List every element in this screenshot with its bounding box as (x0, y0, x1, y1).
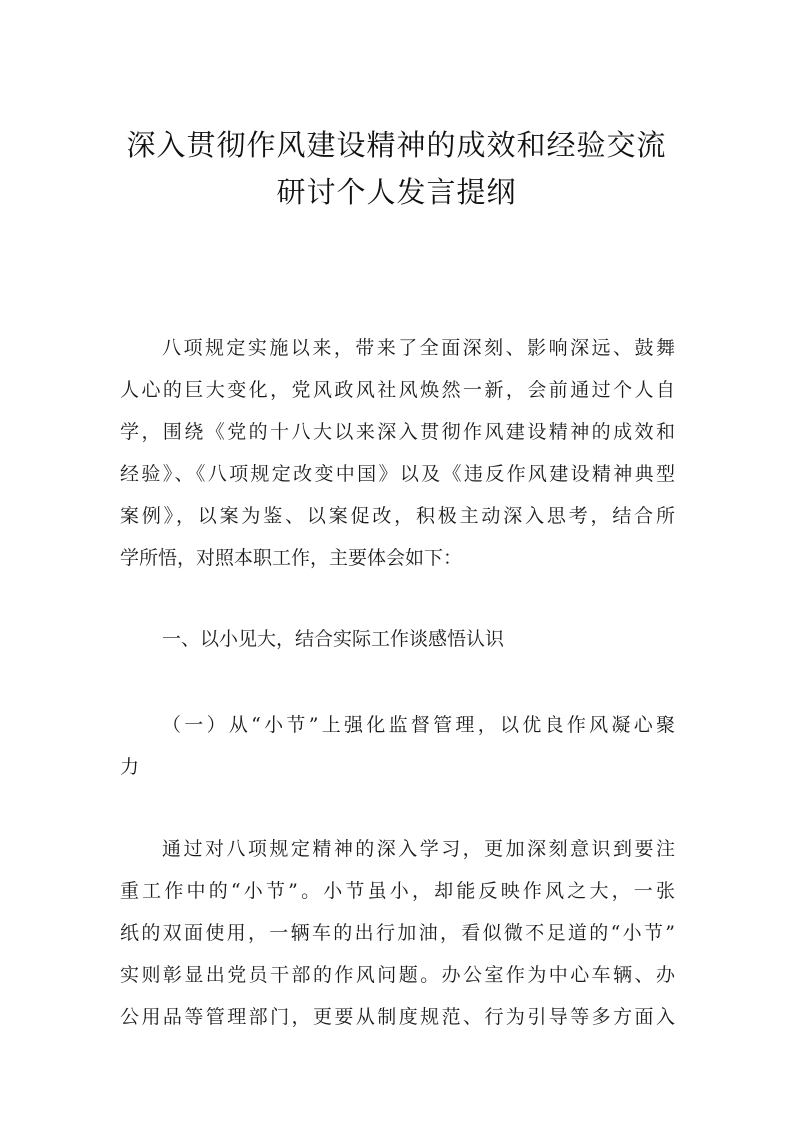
paragraph-1-line-6: 学所悟，对照本职工作，主要体会如下： (120, 547, 463, 569)
paragraph-1-line-5: 案例》，以案为鉴、以案促改，积极主动深入思考，结合所 (120, 505, 675, 527)
document-title-line-1: 深入贯彻作风建设精神的成效和经验交流 (126, 128, 667, 162)
paragraph-2-line-2: 重工作中的“小节”。小节虽小，却能反映作风之大，一张 (120, 880, 675, 902)
section-heading-1: 一、以小见大，结合实际工作谈感悟认识 (162, 628, 505, 650)
subsection-heading-1-line-2: 力 (120, 756, 140, 778)
document-title-line-2: 研讨个人发言提纲 (276, 175, 517, 209)
paragraph-1-line-4: 经验》、《八项规定改变中国》以及《违反作风建设精神典型 (120, 463, 675, 485)
paragraph-2-line-1: 通过对八项规定精神的深入学习，更加深刻意识到要注 (162, 838, 675, 860)
paragraph-1-line-3: 学，围绕《党的十八大以来深入贯彻作风建设精神的成效和 (120, 421, 675, 443)
subsection-heading-1-line-1: （一）从“小节”上强化监督管理，以优良作风凝心聚 (162, 714, 675, 736)
paragraph-1-line-1: 八项规定实施以来，带来了全面深刻、影响深远、鼓舞 (162, 337, 675, 359)
paragraph-2-line-4: 实则彰显出党员干部的作风问题。办公室作为中心车辆、办 (120, 964, 675, 986)
paragraph-1-line-2: 人心的巨大变化，党风政风社风焕然一新，会前通过个人自 (120, 379, 675, 401)
paragraph-2-line-5: 公用品等管理部门，更要从制度规范、行为引导等多方面入 (120, 1006, 675, 1028)
paragraph-2-line-3: 纸的双面使用，一辆车的出行加油，看似微不足道的“小节” (120, 922, 675, 944)
